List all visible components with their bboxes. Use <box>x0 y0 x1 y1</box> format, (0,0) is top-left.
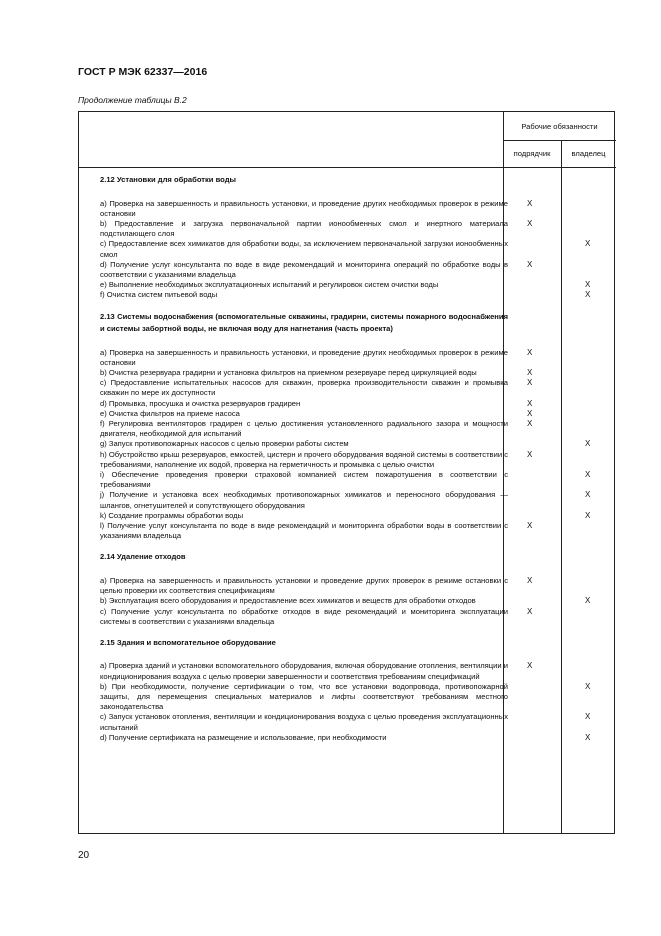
owner-mark: X <box>585 681 591 691</box>
owner-mark: X <box>585 712 591 722</box>
table-row <box>86 260 616 280</box>
row-text: a) Проверка на завершенность и правильность установки, и проведение других необходимых проверок в режиме остановки <box>100 347 508 367</box>
contractor-mark: X <box>527 661 533 671</box>
row-text: b) Эксплуатация всего оборудования и предоставление всех химикатов и веществ для обработки отходов <box>100 596 476 606</box>
contractor-mark: X <box>527 378 533 388</box>
contractor-mark: X <box>527 418 533 428</box>
owner-mark: X <box>585 596 591 606</box>
row-text: b) При необходимости, получение сертификации о том, что все установки водопровода, противопожарной защиты, для перемещения специальных материалов и лифты соответствуют требованиям местного законодательства <box>100 681 508 712</box>
contractor-mark: X <box>527 449 533 459</box>
contractor-mark: X <box>527 259 533 269</box>
owner-mark: X <box>585 469 591 479</box>
row-text: b) Очистка резервуара градирни и установка фильтров на приемном резервуаре перед циркуляцией воды <box>100 367 477 377</box>
table-row <box>86 661 616 681</box>
owner-mark: X <box>585 239 591 249</box>
row-text: g) Запуск противопожарных насосов с целью проверки работы систем <box>100 439 349 449</box>
contractor-mark: X <box>527 218 533 228</box>
row-text: k) Создание программы обработки воды <box>100 510 244 520</box>
table-row <box>86 470 616 490</box>
row-text: j) Получение и установка всех необходимых противопожарных химикатов и переносного оборудования — шлангов, огнетушителей и сопутствующего оборудования <box>100 490 508 510</box>
header-owner: владелец <box>571 149 606 158</box>
row-text: l) Получение услуг консультанта по воде в виде рекомендаций и мониторинга обработки воды в соответствии с указаниями владельца <box>100 520 508 541</box>
row-text: c) Запуск установок отопления, вентиляции и кондиционирования воздуха с целью проведения эксплуатационных испытаний <box>100 712 508 732</box>
table-row <box>86 409 616 419</box>
owner-mark: X <box>585 439 591 449</box>
row-text: d) Получение сертификата на размещение и использование, при необходимости <box>100 732 387 742</box>
table-divider <box>503 140 616 141</box>
row-text: e) Выполнение необходимых эксплуатационных испытаний и регулировок систем очистки воды <box>100 280 439 290</box>
row-text: a) Проверка на завершенность и правильность установки, и проведение других необходимых проверок в режиме остановки <box>100 198 508 218</box>
table-row <box>86 607 616 627</box>
contractor-mark: X <box>527 520 533 530</box>
table-row <box>86 419 616 439</box>
row-text: a) Проверка на завершенность и правильность установки и проведение других проверок в режиме остановки с целью проверки их соответствия спецификациям <box>100 575 508 596</box>
table-row <box>86 399 616 409</box>
owner-mark: X <box>585 490 591 500</box>
table-row <box>86 219 616 239</box>
owner-mark: X <box>585 280 591 290</box>
section-title: 2.13 Системы водоснабжения (вспомогательные скважины, градирни, системы пожарного водоснабжения и системы забортной воды, не включая воду для нагнетания (часть проекта) <box>100 311 508 334</box>
table-body <box>86 174 616 743</box>
page-number: 20 <box>78 850 90 861</box>
section-title: 2.14 Удаление отходов <box>100 552 186 562</box>
table-row <box>86 733 616 743</box>
section-heading <box>86 637 616 650</box>
owner-mark: X <box>585 290 591 300</box>
table-row <box>86 596 616 606</box>
row-text: b) Предоставление и загрузка первоначальной партии ионообменных смол и инертного материала подстилающего слоя <box>100 218 508 239</box>
table-row <box>86 511 616 521</box>
contractor-mark: X <box>527 347 533 357</box>
table-row <box>86 239 616 259</box>
section-heading <box>86 174 616 187</box>
contractor-mark: X <box>527 606 533 616</box>
row-text: c) Предоставление всех химикатов для обработки воды, за исключением первоначальной загрузки ионообменных смол <box>100 239 508 259</box>
row-text: d) Получение услуг консультанта по воде в виде рекомендаций и мониторинга операций по обработке воды в соответствии с указаниями владельца <box>100 259 508 279</box>
row-text: h) Обустройство крыш резервуаров, емкостей, цистерн и прочего оборудования водяной системы в соответствии с требованиями, наполнение их водой, проверка на герметичность и промывка с целью очистки <box>100 449 508 469</box>
row-text: a) Проверка зданий и установки вспомогательного оборудования, включая оборудование отопления, вентиляции и кондиционирования воздуха с целью проверки завершенности и соответствия требованиям спецификаций <box>100 661 508 681</box>
section-title: 2.15 Здания и вспомогательное оборудование <box>100 637 276 647</box>
row-text: c) Получение услуг консультанта по обработке отходов в виде рекомендаций и мониторинга эксплуатации системы в соответствии с указаниями владельца <box>100 606 508 626</box>
document-header: ГОСТ Р МЭК 62337—2016 <box>78 66 208 78</box>
row-text: f) Очистка систем питьевой воды <box>100 290 218 300</box>
table-row <box>86 199 616 219</box>
row-text: f) Регулировка вентиляторов градирен с целью достижения установленного радиального зазора и мощности двигателя, необходимой для испытаний <box>100 418 508 439</box>
table-row <box>86 368 616 378</box>
section-title: 2.12 Установки для обработки воды <box>100 175 236 184</box>
table-row <box>86 280 616 290</box>
owner-mark: X <box>585 510 591 520</box>
row-text: d) Промывка, просушка и очистка резервуаров градирен <box>100 398 301 408</box>
table-row <box>86 290 616 300</box>
owner-mark: X <box>585 732 591 742</box>
section-heading <box>86 551 616 564</box>
header-contractor: подрядчик <box>513 149 551 158</box>
contractor-mark: X <box>527 398 533 408</box>
table-row <box>86 576 616 596</box>
table-continuation-caption: Продолжение таблицы В.2 <box>78 95 187 105</box>
table-row <box>86 712 616 732</box>
contractor-mark: X <box>527 198 533 208</box>
table-row <box>86 490 616 510</box>
table-divider <box>79 167 616 168</box>
row-text: e) Очистка фильтров на приеме насоса <box>100 408 240 418</box>
table-row <box>86 682 616 713</box>
contractor-mark: X <box>527 575 533 585</box>
contractor-mark: X <box>527 367 533 377</box>
section-heading <box>86 311 616 336</box>
table-row <box>86 378 616 398</box>
table-row <box>86 348 616 368</box>
contractor-mark: X <box>527 408 533 418</box>
header-work-duties: Рабочие обязанности <box>521 122 598 131</box>
row-text: i) Обеспечение проведения проверки страховой компанией систем пожаротушения в соответствии с требованиями <box>100 469 508 490</box>
table-row <box>86 439 616 449</box>
row-text: c) Предоставление испытательных насосов для скважин, проверка производительности скважин и промывка скважин по мере их доступности <box>100 378 508 398</box>
table-row <box>86 521 616 541</box>
table-row <box>86 450 616 470</box>
